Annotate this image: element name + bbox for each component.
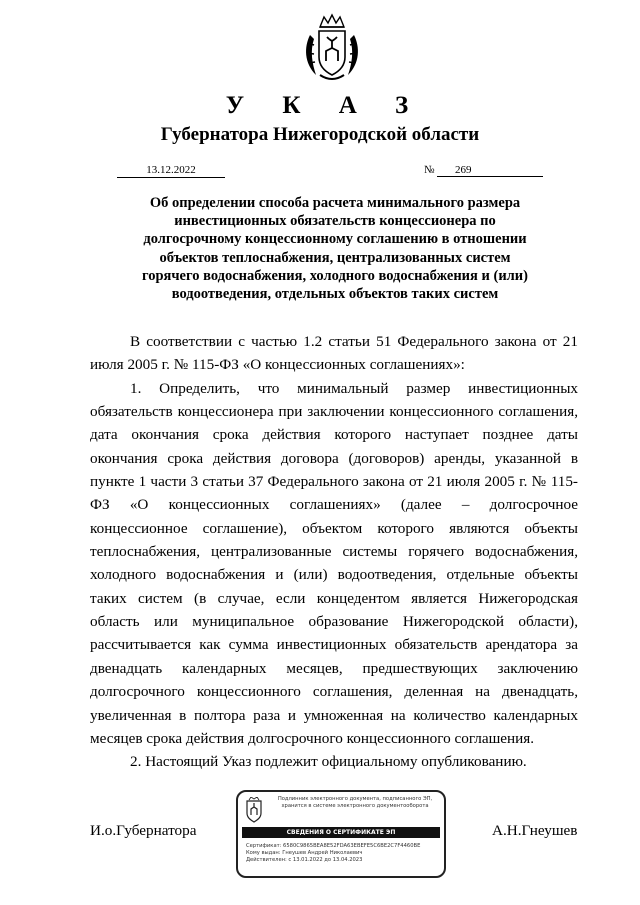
stamp-info <box>268 796 442 809</box>
electronic-signature-stamp <box>236 790 446 878</box>
stamp-details <box>246 843 442 864</box>
decree-subtitle: Губернатора Нижегородской области <box>160 124 480 145</box>
signer-name: А.Н.Гнеушев <box>492 822 578 839</box>
stamp-emblem-icon <box>244 797 264 823</box>
item-1-paragraph: 1. Определить, что минимальный размер инвестиционных обязательств концессионера при заключении концессионного соглашения, дата окончания срока действия которого наступает позднее даты окончания срока действия договора (договоров) аренды, указанной в пункте 1 части 3 статьи 37 Федерального закона от 21 июля 2005 г. № 115-ФЗ «О концессионных соглашениях» (далее – долгосрочное концессионное соглашение), объектом которого являются объекты теплоснабжения, централизованные системы горячего водоснабжения, холодного водоснабжения и (или) водоотведения, отдельные объекты таких систем (в случае, если концедентом является Нижегородская область или муниципальное образование Нижегородской области), рассчитывается как сумма инвестиционных обязательств арендатора за двенадцать календарных месяцев, предшествующих заключению долгосрочного концессионного соглашения, деленная на двенадцать, увеличенная в полтора раза и умноженная на количество календарных месяцев срока действия долгосрочного концессионного соглашения. <box>90 379 578 747</box>
heading-line: горячего водоснабжения, холодного водоснабжения и (или) <box>142 267 528 284</box>
heading-line: долгосрочному концессионному соглашению в отношении <box>143 231 527 248</box>
stamp-info-line: хранится в системе электронного документооборота <box>281 802 429 809</box>
signer-position: И.о.Губернатора <box>90 822 197 839</box>
stamp-validity: Действителен: с 13.01.2022 до 13.04.2023 <box>246 857 363 863</box>
document-body <box>90 330 578 774</box>
heading-line: Об определении способа расчета минимального размера <box>149 195 521 211</box>
heading-line: объектов теплоснабжения, централизованных систем <box>159 249 511 266</box>
heading-line: инвестиционных обязательств концессионера по <box>174 213 496 230</box>
coat-of-arms-emblem <box>302 13 362 83</box>
stamp-certificate: Сертификат: 6580C9865BEA8E52FDA63EBEFE5C6BE2C7F4460BE <box>246 843 421 849</box>
decree-number: 269 <box>437 163 543 177</box>
stamp-header: СВЕДЕНИЯ О СЕРТИФИКАТЕ ЭП <box>242 827 440 838</box>
heading-line: водоотведения, отдельных объектов таких систем <box>171 286 499 303</box>
intro-paragraph: В соответствии с частью 1.2 статьи 51 Федерального закона от 21 июля 2005 г. № 115-ФЗ «О концессионных соглашениях»: <box>90 333 578 374</box>
number-label: № <box>424 164 435 176</box>
decree-title: У К А З <box>225 92 425 119</box>
stamp-info-line: Подлинник электронного документа, подписанного ЭП, <box>277 796 433 802</box>
item-2-paragraph: 2. Настоящий Указ подлежит официальному опубликованию. <box>130 753 527 771</box>
document-heading <box>120 194 550 303</box>
decree-date: 13.12.2022 <box>117 163 225 178</box>
stamp-owner: Кому выдан: Гнеушев Андрей Николаевич <box>246 850 363 856</box>
